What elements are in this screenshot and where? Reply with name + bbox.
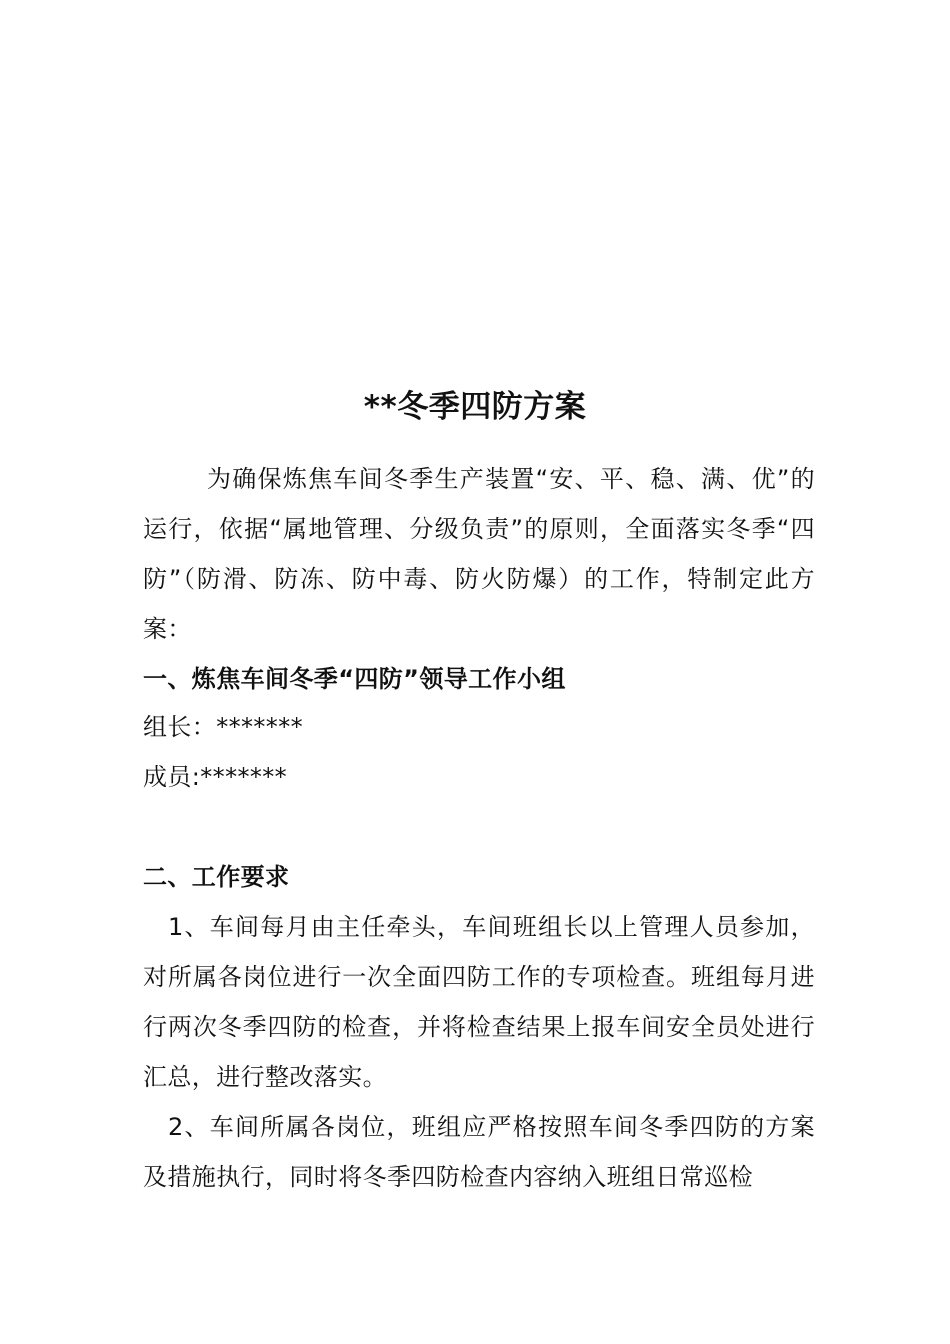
section-1-heading: 一、炼焦车间冬季“四防”领导工作小组 (143, 665, 566, 693)
group-leader-line: 组长：******* (143, 713, 303, 741)
section-2-heading: 二、工作要求 (143, 863, 290, 891)
requirement-item-1: 1、车间每月由主任牵头，车间班组长以上管理人员参加，对所属各岗位进行一次全面四防工作的专项检查。班组每月进行两次冬季四防的检查，并将检查结果上报车间安全员处进行汇总，进行整改落实。 (143, 913, 815, 1091)
requirement-item-2: 2、车间所属各岗位，班组应严格按照车间冬季四防的方案及措施执行，同时将冬季四防检查内容纳入班组日常巡检 (143, 1113, 815, 1191)
document-title: **冬季四防方案 (363, 389, 587, 425)
group-members-line: 成员:******* (143, 763, 288, 791)
intro-paragraph: 为确保炼焦车间冬季生产装置“安、平、稳、满、优”的运行，依据“属地管理、分级负责”的原则，全面落实冬季“四防”（防滑、防冻、防中毒、防火防爆）的工作，特制定此方案： (143, 465, 815, 643)
